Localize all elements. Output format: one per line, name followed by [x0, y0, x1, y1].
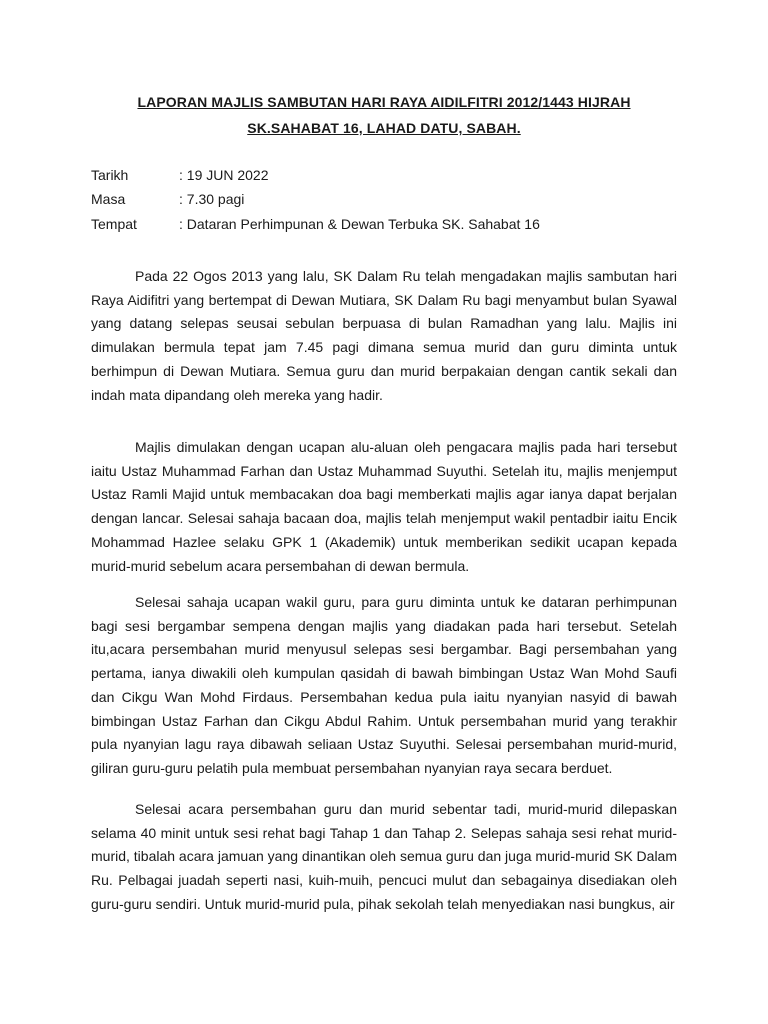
meta-time-label: Masa	[91, 191, 126, 207]
body-paragraph-2: Majlis dimulakan dengan ucapan alu-aluan oleh pengacara majlis pada hari tersebut iaitu Ustaz Muhammad Farhan dan Ustaz Muhammad Suyuthi. Setelah itu, majlis menjemput Ustaz Ramli Majid untuk membacakan doa bagi memberkati majlis agar ianya dapat berjalan dengan lancar. Selesai sahaja bacaan doa, majlis telah menjemput wakil pentadbir iaitu Encik Mohammad Hazlee selaku GPK 1 (Akademik) untuk memberikan sedikit ucapan kepada murid-murid sebelum acara persembahan di dewan bermula.	[91, 439, 677, 574]
meta-date-label: Tarikh	[91, 167, 129, 183]
body-paragraph-1: Pada 22 Ogos 2013 yang lalu, SK Dalam Ru telah mengadakan majlis sambutan hari Raya Aidifitri yang bertempat di Dewan Mutiara, SK Dalam Ru bagi menyambut bulan Syawal yang datang selepas seusai sebulan berpuasa di bulan Ramadhan yang lalu. Majlis ini dimulakan bermula tepat jam 7.45 pagi dimana semua murid dan guru diminta untuk berhimpun di Dewan Mutiara. Semua guru dan murid berpakaian dengan cantik sekali dan indah mata dipandang oleh mereka yang hadir.	[91, 268, 677, 403]
meta-time-value: : 7.30 pagi	[179, 191, 245, 207]
meta-place-value: : Dataran Perhimpunan & Dewan Terbuka SK. Sahabat 16	[179, 216, 540, 232]
report-subtitle: SK.SAHABAT 16, LAHAD DATU, SABAH.	[247, 120, 521, 136]
report-title: LAPORAN MAJLIS SAMBUTAN HARI RAYA AIDILFITRI 2012/1443 HIJRAH	[137, 94, 631, 110]
meta-place-label: Tempat	[91, 216, 137, 232]
meta-date-value: : 19 JUN 2022	[179, 167, 269, 183]
body-paragraph-4: Selesai acara persembahan guru dan murid sebentar tadi, murid-murid dilepaskan selama 40 minit untuk sesi rehat bagi Tahap 1 dan Tahap 2. Selepas sahaja sesi rehat murid-murid, tibalah acara jamuan yang dinantikan oleh semua guru dan juga murid-murid SK Dalam Ru. Pelbagai juadah seperti nasi, kuih-muih, pencuci mulut dan sebagainya disediakan oleh guru-guru sendiri. Untuk murid-murid pula, pihak sekolah telah menyediakan nasi bungkus, air	[91, 801, 677, 912]
body-paragraph-3: Selesai sahaja ucapan wakil guru, para guru diminta untuk ke dataran perhimpunan bagi sesi bergambar sempena dengan majlis yang diadakan pada hari tersebut. Setelah itu,acara persembahan murid menyusul selepas sesi bergambar. Bagi persembahan yang pertama, ianya diwakili oleh kumpulan qasidah di bawah bimbingan Ustaz Wan Mohd Saufi dan Cikgu Wan Mohd Firdaus. Persembahan kedua pula iaitu nyanyian nasyid di bawah bimbingan Ustaz Farhan dan Cikgu Abdul Rahim. Untuk persembahan murid yang terakhir pula nyanyian lagu raya dibawah seliaan Ustaz Suyuthi. Selesai persembahan murid-murid, giliran guru-guru pelatih pula membuat persembahan nyanyian raya secara berduet.	[91, 594, 677, 776]
